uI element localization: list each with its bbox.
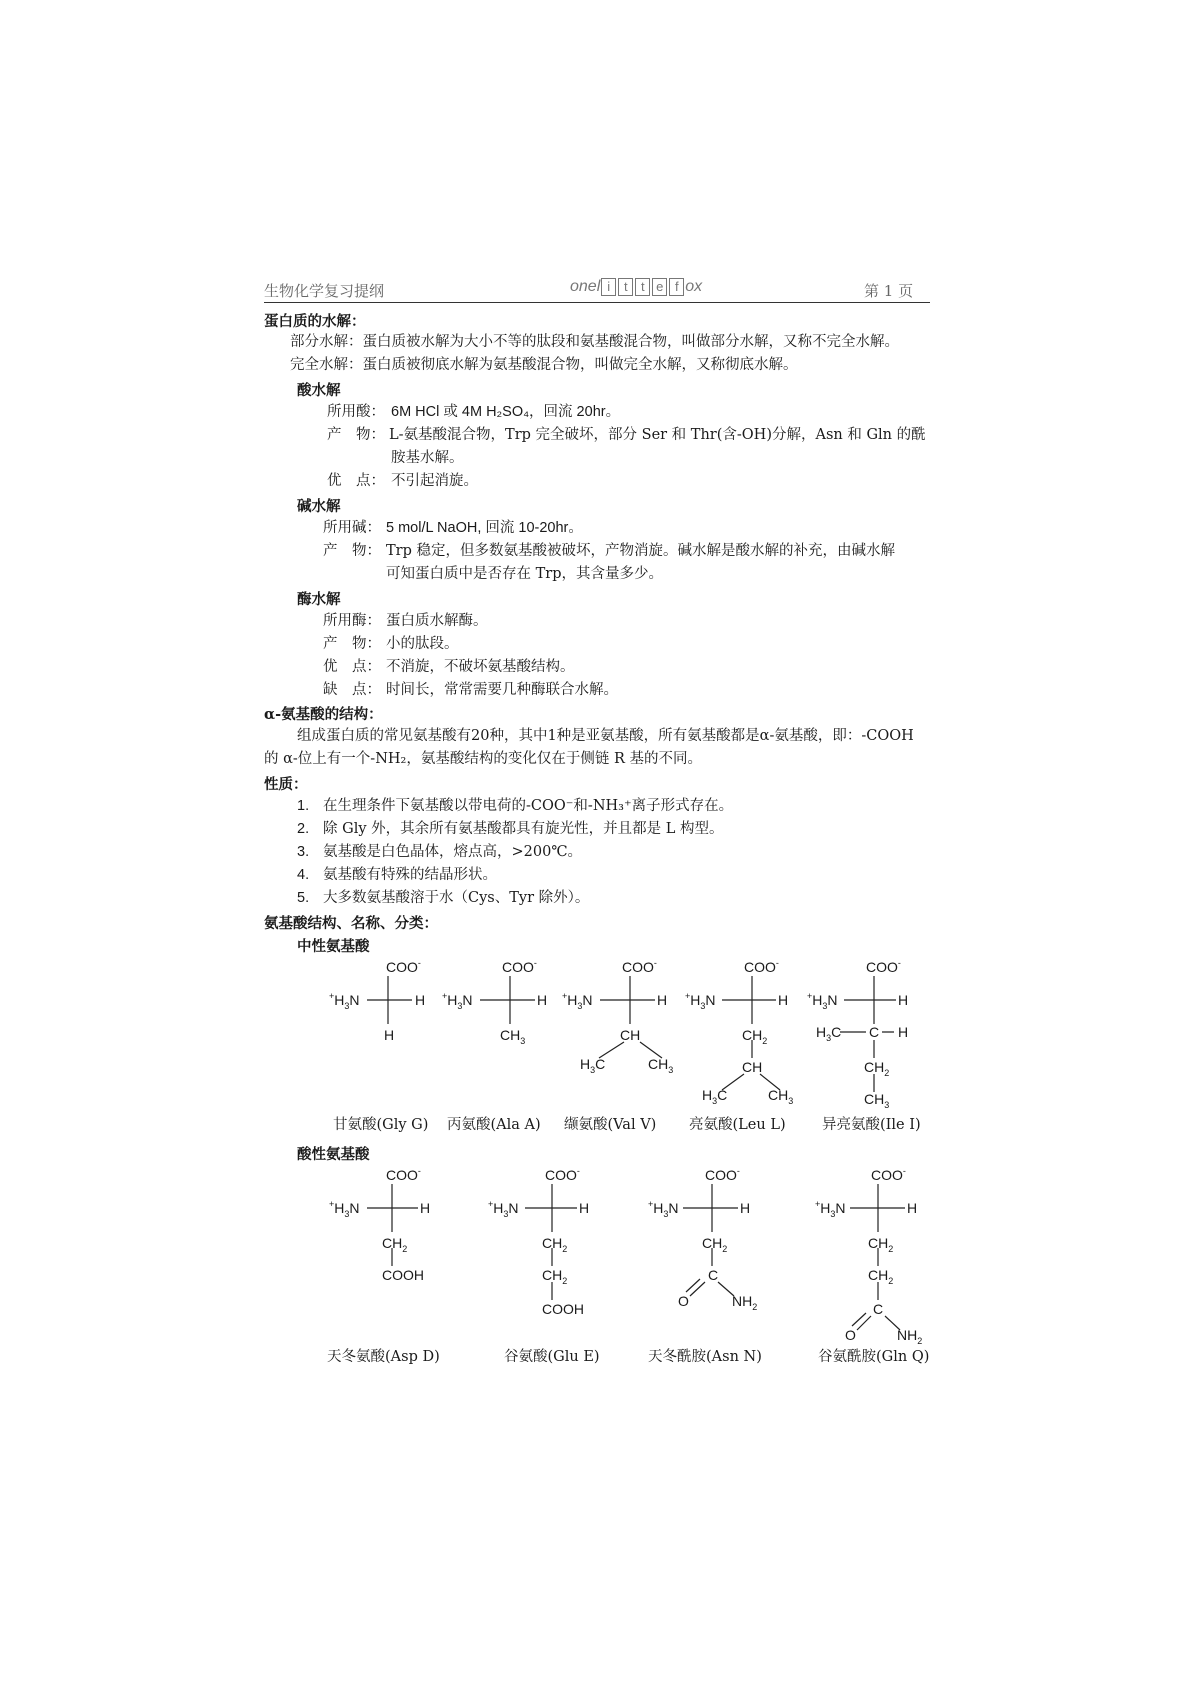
acid-product-line-2: 胺基水解。 <box>391 450 464 466</box>
base-product-label: 产 物： <box>323 543 381 559</box>
asp-structure <box>329 1166 430 1283</box>
methyl-group: $H_3C$ <box>580 1056 606 1075</box>
property-number: 2. <box>297 821 310 837</box>
ammonium-group: $^+H_3N$ <box>648 1199 679 1219</box>
property-number: 5. <box>297 890 310 906</box>
complete-hydrolysis-text: 完全水解：蛋白质被彻底水解为氨基酸混合物，叫做完全水解，又称彻底水解。 <box>290 357 798 373</box>
coo-group: COO- <box>744 958 779 975</box>
ammonium-group: $^+H_3N$ <box>815 1199 846 1219</box>
hydrogen: H <box>415 992 426 1008</box>
val-bonds <box>599 976 662 1058</box>
amino-acid-name-asn: 天冬酰胺(Asn N) <box>648 1349 762 1365</box>
carbon: C <box>869 1024 880 1040</box>
hydrogen: H <box>657 992 668 1008</box>
ala-bonds <box>480 976 535 1024</box>
carboxyl-group: COOH <box>382 1267 424 1283</box>
ch2-group: $CH_2$ <box>868 1235 894 1254</box>
methyl-group: $H_3C$ <box>702 1087 728 1106</box>
amino-acid-name-ala: 丙氨酸(Ala A) <box>447 1117 541 1133</box>
section-title-properties: 性质： <box>264 776 308 793</box>
section-title-hydrolysis: 蛋白质的水解： <box>264 313 366 330</box>
ch2-group: $CH_2$ <box>864 1059 890 1078</box>
coo-group: COO- <box>622 958 657 975</box>
section-title-classification: 氨基酸结构、名称、分类： <box>264 915 438 932</box>
side-chain-h: H <box>384 1027 395 1043</box>
hydrogen: H <box>420 1200 431 1216</box>
enzyme-demerit-value: 时间长，常常需要几种酶联合水解。 <box>386 682 618 698</box>
ammonium-group: $^+H_3N$ <box>329 991 360 1011</box>
acidic-amino-acids-title: 酸性氨基酸 <box>297 1146 370 1163</box>
base-product-line-1: Trp 稳定，但多数氨基酸被破坏，产物消旋。碱水解是酸水解的补充，由碱水解 <box>386 543 895 559</box>
ch2-group: $CH_2$ <box>382 1235 408 1254</box>
carboxyl-group: COOH <box>542 1301 584 1317</box>
coo-group: COO- <box>502 958 537 975</box>
ch2-group: $CH_2$ <box>702 1235 728 1254</box>
methyl-group: $CH_3$ <box>500 1027 526 1046</box>
hydrogen: H <box>898 1024 909 1040</box>
base-hydrolysis-title: 碱水解 <box>297 498 341 515</box>
enzyme-product-label: 产 物： <box>323 636 381 652</box>
acid-hydrolysis-title: 酸水解 <box>297 382 341 399</box>
logo-prefix: onel <box>570 278 601 295</box>
neutral-amino-acids-title: 中性氨基酸 <box>297 938 370 955</box>
enzyme-reagent-value: 蛋白质水解酶。 <box>386 613 488 629</box>
ile-structure <box>807 958 908 1110</box>
methyl-group: $CH_3$ <box>768 1087 794 1106</box>
val-structure <box>562 958 673 1075</box>
ammonium-group: $^+H_3N$ <box>488 1199 519 1219</box>
property-text: 氨基酸有特殊的结晶形状。 <box>323 867 497 883</box>
logo-suffix: ox <box>685 278 703 295</box>
amino-acid-name-glu: 谷氨酸(Glu E) <box>504 1349 600 1365</box>
amino-acid-name-gln: 谷氨酰胺(Gln Q) <box>818 1349 930 1365</box>
property-number: 3. <box>297 844 310 860</box>
logo-box: i <box>601 278 616 296</box>
amino-acid-name-val: 缬氨酸(Val V) <box>564 1117 657 1133</box>
ammonium-group: $^+H_3N$ <box>807 991 838 1011</box>
partial-hydrolysis-text: 部分水解：蛋白质被水解为大小不等的肽段和氨基酸混合物，叫做部分水解，又称不完全水解。 <box>290 334 899 350</box>
acid-product-line-1: L-氨基酸混合物，Trp 完全破坏，部分 Ser 和 Thr(含-OH)分解，Asn 和 Gln 的酰 <box>389 427 926 443</box>
leu-structure <box>685 958 793 1106</box>
enzyme-demerit-label: 缺 点： <box>323 682 381 698</box>
base-reagent-value: 5 mol/L NaOH, 回流 10-20hr。 <box>386 520 583 536</box>
acid-merit-label: 优 点： <box>327 473 385 489</box>
amide-group: $NH_2$ <box>732 1293 758 1312</box>
structure-line-2: 的 α-位上有一个-NH₂，氨基酸结构的变化仅在于侧链 R 基的不同。 <box>264 751 702 767</box>
property-text: 大多数氨基酸溶于水（Cys、Tyr 除外）。 <box>323 890 590 906</box>
hydrogen: H <box>898 992 909 1008</box>
methyl-group: $H_3C$ <box>816 1024 842 1043</box>
methyl-group: $CH_3$ <box>648 1056 674 1075</box>
document-title: 生物化学复习提纲 <box>264 282 385 300</box>
amino-acid-name-leu: 亮氨酸(Leu L) <box>689 1117 786 1133</box>
property-text: 在生理条件下氨基酸以带电荷的-COO⁻和-NH₃⁺离子形式存在。 <box>323 798 734 814</box>
ammonium-group: $^+H_3N$ <box>685 991 716 1011</box>
ch-group: CH <box>742 1059 763 1075</box>
ch-group: CH <box>620 1027 641 1043</box>
acid-reagent-label: 所用酸： <box>327 404 385 420</box>
logo-box: e <box>652 278 667 296</box>
enzyme-hydrolysis-title: 酶水解 <box>297 591 341 608</box>
oxygen: O <box>678 1293 689 1309</box>
hydrogen: H <box>579 1200 590 1216</box>
logo-box: t <box>618 278 633 296</box>
acid-reagent-value: 6M HCl 或 4M H₂SO₄，回流 20hr。 <box>391 404 621 420</box>
property-number: 4. <box>297 867 310 883</box>
ch2-group: $CH_2$ <box>742 1027 768 1046</box>
enzyme-product-value: 小的肽段。 <box>386 636 459 652</box>
carbon: C <box>708 1267 719 1283</box>
acid-merit-value: 不引起消旋。 <box>391 473 478 489</box>
asp-bonds <box>367 1184 418 1266</box>
acid-product-label: 产 物： <box>327 427 385 443</box>
ammonium-group: $^+H_3N$ <box>562 991 593 1011</box>
section-title-structure: α-氨基酸的结构： <box>264 706 383 723</box>
hydrogen: H <box>778 992 789 1008</box>
amino-acid-name-asp: 天冬氨酸(Asp D) <box>327 1349 440 1365</box>
coo-group: COO- <box>386 958 421 975</box>
coo-group: COO- <box>545 1166 580 1183</box>
property-text: 氨基酸是白色晶体，熔点高，>200℃。 <box>323 844 583 860</box>
ala-structure <box>442 958 547 1046</box>
coo-group: COO- <box>705 1166 740 1183</box>
enzyme-merit-label: 优 点： <box>323 659 381 675</box>
base-reagent-label: 所用碱： <box>323 520 381 536</box>
amino-acid-name-gly: 甘氨酸(Gly G) <box>333 1117 429 1133</box>
hydrogen: H <box>907 1200 918 1216</box>
property-number: 1. <box>297 798 310 814</box>
amino-acid-name-ile: 异亮氨酸(Ile I) <box>822 1117 921 1133</box>
logo-box: t <box>635 278 650 296</box>
ch2-group: $CH_2$ <box>868 1267 894 1286</box>
gly-bonds <box>367 976 412 1024</box>
glu-structure <box>488 1166 589 1317</box>
ammonium-group: $^+H_3N$ <box>329 1199 360 1219</box>
coo-group: COO- <box>386 1166 421 1183</box>
structure-line-1: 组成蛋白质的常见氨基酸有20种，其中1种是亚氨基酸，所有氨基酸都是α-氨基酸，即：-COOH <box>297 728 914 744</box>
ammonium-group: $^+H_3N$ <box>442 991 473 1011</box>
property-text: 除 Gly 外，其余所有氨基酸都具有旋光性，并且都是 L 构型。 <box>323 821 724 837</box>
logo-box: f <box>669 278 684 296</box>
base-product-line-2: 可知蛋白质中是否存在 Trp，其含量多少。 <box>386 566 663 582</box>
enzyme-merit-value: 不消旋，不破坏氨基酸结构。 <box>386 659 575 675</box>
hydrogen: H <box>740 1200 751 1216</box>
hydrogen: H <box>537 992 548 1008</box>
oxygen: O <box>845 1327 856 1343</box>
coo-group: COO- <box>871 1166 906 1183</box>
enzyme-reagent-label: 所用酶： <box>323 613 381 629</box>
ch2-group: $CH_2$ <box>542 1235 568 1254</box>
carbon: C <box>873 1301 884 1317</box>
methyl-group: $CH_3$ <box>864 1091 890 1110</box>
asn-structure <box>648 1166 757 1312</box>
page-number: 第 1 页 <box>864 282 914 300</box>
amide-group: $NH_2$ <box>897 1327 923 1346</box>
coo-group: COO- <box>866 958 901 975</box>
ch2-group: $CH_2$ <box>542 1267 568 1286</box>
